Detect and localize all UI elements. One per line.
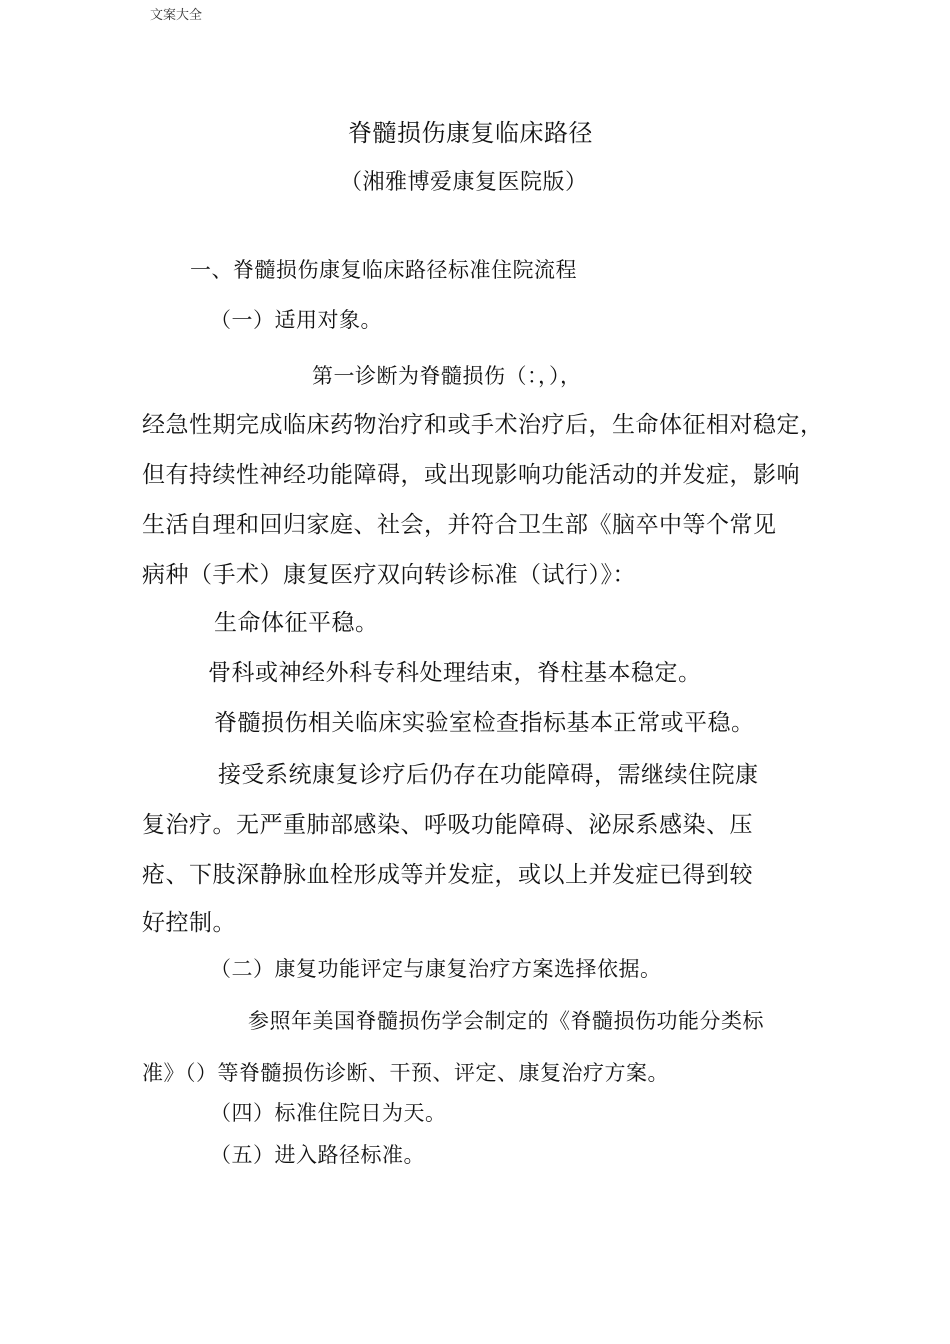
section-heading-1: 一、脊髓损伤康复临床路径标准住院流程 [190, 258, 577, 282]
paragraph-3-line-2: 准》（）等脊髓损伤诊断、干预、评定、康复治疗方案。 [142, 1061, 669, 1085]
subsection-heading-4: （四）标准住院日为天。 [210, 1101, 447, 1125]
diagnosis-line: 第一诊断为脊髓损伤（：，）， [312, 364, 582, 388]
criterion-3: 脊髓损伤相关临床实验室检查指标基本正常或平稳。 [214, 710, 755, 736]
subsection-heading-5: （五）进入路径标准。 [210, 1143, 425, 1167]
paragraph-2-line-4: 好控制。 [142, 910, 236, 936]
paragraph-1-line-2: 但有持续性神经功能障碍，或出现影响功能活动的并发症，影响 [142, 462, 800, 488]
document-title: 脊髓损伤康复临床路径 [348, 119, 593, 147]
paragraph-3-line-1: 参照年美国脊髓损伤学会制定的《脊髓损伤功能分类标 [248, 1009, 764, 1033]
criterion-2: 骨科或神经外科专科处理结束，脊柱基本稳定。 [208, 660, 702, 686]
criterion-1: 生命体征平稳。 [214, 610, 379, 636]
subsection-heading-2: （二）康复功能评定与康复治疗方案选择依据。 [210, 957, 662, 981]
document-subtitle: （湘雅博爱康复医院版） [340, 170, 588, 195]
corner-label: 文案大全 [150, 8, 203, 23]
paragraph-1-line-3: 生活自理和回归家庭、社会，并符合卫生部《脑卒中等个常见 [142, 512, 777, 538]
paragraph-1-line-1: 经急性期完成临床药物治疗和或手术治疗后，生命体征相对稳定， [142, 412, 824, 438]
paragraph-2-line-1: 接受系统康复诊疗后仍存在功能障碍，需继续住院康 [218, 762, 759, 788]
subsection-heading-1: （一）适用对象。 [210, 308, 382, 332]
paragraph-2-line-3: 疮、下肢深静脉血栓形成等并发症，或以上并发症已得到较 [142, 862, 753, 888]
paragraph-1-line-4: 病种（手术）康复医疗双向转诊标准（试行）》： [142, 562, 636, 588]
paragraph-2-line-2: 复治疗。无严重肺部感染、呼吸功能障碍、泌尿系感染、压 [142, 812, 753, 838]
